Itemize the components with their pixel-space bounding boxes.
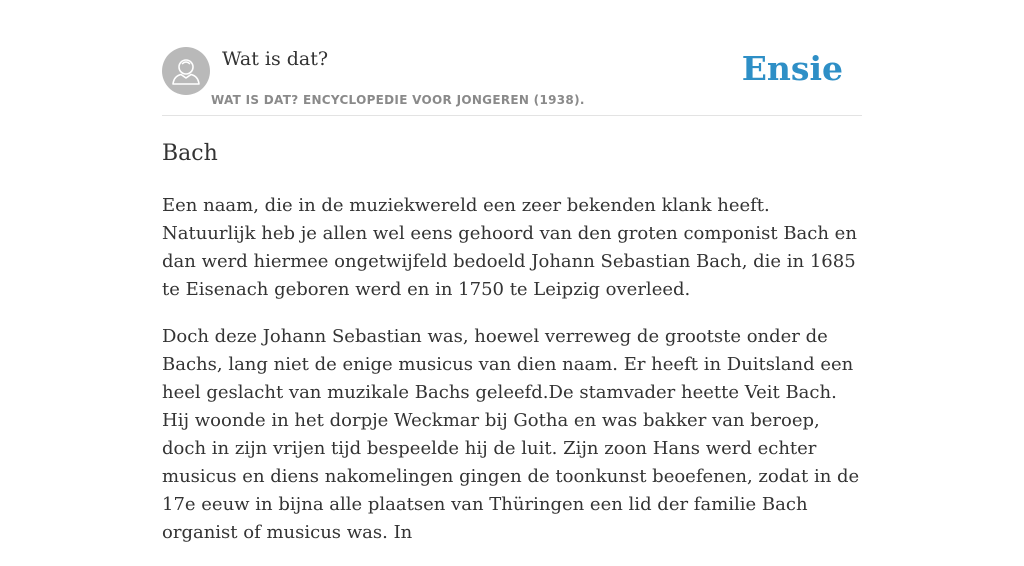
article-paragraph: Doch deze Johann Sebastian was, hoewel verreweg de grootste onder de Bachs, lang niet de enige musicus van dien naam. Er heeft in Duitsland een heel geslacht van muzikale Bachs geleefd.De stamvader heette Veit Bach. Hij woonde in het dorpje Weckmar bij Gotha en was bakker van beroep, doch in zijn vrijen tijd bespeelde hij de luit. Zijn zoon Hans werd echter musicus en diens nakomelingen gingen de toonkunst beoefenen, zodat in de 17e eeuw in bijna alle plaatsen van Thüringen een lid der familie Bach organist of musicus was. In xyxy=(162,326,860,543)
source-subtitle[interactable]: WAT IS DAT? ENCYCLOPEDIE VOOR JONGEREN (1938). xyxy=(211,93,585,107)
article-paragraph: Een naam, die in de muziekwereld een zeer bekenden klank heeft. Natuurlijk heb je allen wel eens gehoord van den groten componist Bach en dan werd hiermee ongetwijfeld bedoeld Johann Sebastian Bach, die in 1685 te Eisenach geboren werd en in 1750 te Leipzig overleed. xyxy=(162,195,857,300)
source-header xyxy=(162,47,862,116)
article xyxy=(162,138,862,566)
avatar[interactable] xyxy=(162,47,210,95)
source-title[interactable]: Wat is dat? xyxy=(222,48,329,70)
brand-logo[interactable]: Ensie xyxy=(741,49,843,88)
article-title: Bach xyxy=(162,141,218,166)
user-icon xyxy=(162,47,210,95)
